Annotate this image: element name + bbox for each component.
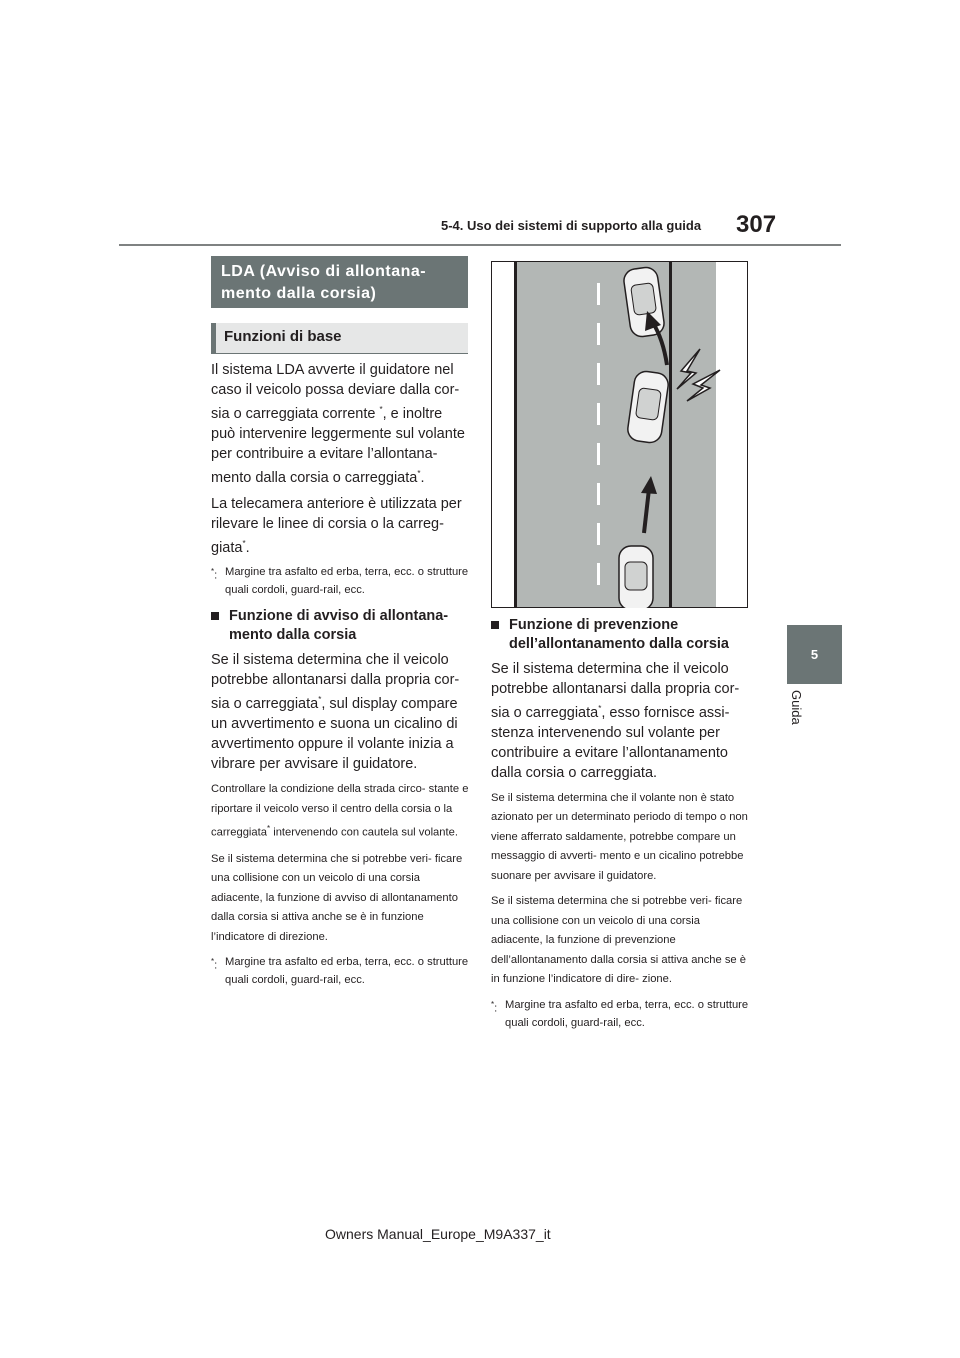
car-bottom <box>619 546 653 608</box>
collision-note: Se il sistema determina che si potrebbe veri- ficare una collisione con un veicolo di una corsia adiacente, la funzione di prevenzione dell’allontanamento dalla corsia si attiva anche se è in funzione l’indicatore di dire- zione. <box>491 895 746 986</box>
chapter-label: Guida <box>789 690 804 725</box>
camera-paragraph: La telecamera anteriore è utilizzata per rilevare le linee di corsia o la carreg- giata*. <box>211 495 462 556</box>
feature-heading-prevention: Funzione di prevenzione dell’allontanamento dalla corsia <box>491 616 749 654</box>
left-column <box>211 360 469 997</box>
steering-note: Se il sistema determina che il volante non è stato azionato per un determinato periodo di tempo o non viene afferrato saldamente, potrebbe compare un messaggio di avverti- mento e un cicalino potrebbe suonare per avvisare il guidatore. <box>491 791 748 882</box>
road-surface <box>516 262 716 607</box>
footnote: *: Margine tra asfalto ed erba, terra, ecc. o strutture quali cordoli, guard-rail, ecc. <box>211 956 469 987</box>
prevention-paragraph: Se il sistema determina che il veicolo potrebbe allontanarsi dalla propria cor- sia o carreggiata*, esso fornisce assi- stenza intervenendo sul volante per contribuire a evitare l’allontanamento dalla corsia o carreggiata. <box>491 661 740 781</box>
warning-paragraph: Se il sistema determina che il veicolo potrebbe allontanarsi dalla propria cor- sia o carreggiata*, sul display compare un avvertimento e suona un cicalino di avvertimento oppure il volante inizia a vibrare per avvisare il guidatore. <box>211 652 460 773</box>
square-bullet-icon <box>211 612 219 620</box>
feature-heading-warning: Funzione di avviso di allontana- mento dalla corsia <box>211 607 469 645</box>
caution-note: Controllare la condizione della strada circo- stante e riportare il veicolo verso il centro della corsia o la carreggiata* intervenendo con cautela sul volante. <box>211 783 469 840</box>
page-number: 307 <box>736 211 777 238</box>
right-column <box>491 612 749 1040</box>
header-section-title: 5-4. Uso dei sistemi di supporto alla guida <box>441 218 702 233</box>
left-lane-line <box>514 262 517 607</box>
section-title: LDA (Avviso di allontana- mento dalla corsia) <box>211 256 468 308</box>
right-lane-line <box>669 262 672 607</box>
collision-note: Se il sistema determina che si potrebbe veri- ficare una collisione con un veicolo di una corsia adiacente, la funzione di avviso di allontanamento dalla corsia si attiva anche se è in funzione l’indicatore di direzione. <box>211 852 463 943</box>
footnote: *: Margine tra asfalto ed erba, terra, ecc. o strutture quali cordoli, guard-rail, ecc. <box>211 566 469 597</box>
intro-paragraph: Il sistema LDA avverte il guidatore nel caso il veicolo possa deviare dalla cor- sia o carreggiata corrente *, e inoltre può intervenire leggermente sul volante per contribuire a evitare l’allontana- mento dalla corsia o carreggiata*. <box>211 362 465 486</box>
footnote: *: Margine tra asfalto ed erba, terra, ecc. o strutture quali cordoli, guard-rail, ecc. <box>491 998 749 1029</box>
footer-doc-id: Owners Manual_Europe_M9A337_it <box>325 1226 551 1242</box>
subsection-title: Funzioni di base <box>211 323 468 354</box>
header-rule <box>119 244 841 246</box>
chapter-tab[interactable] <box>787 625 842 684</box>
square-bullet-icon <box>491 621 499 629</box>
lane-departure-illustration <box>491 261 748 608</box>
chapter-number: 5 <box>810 647 819 662</box>
